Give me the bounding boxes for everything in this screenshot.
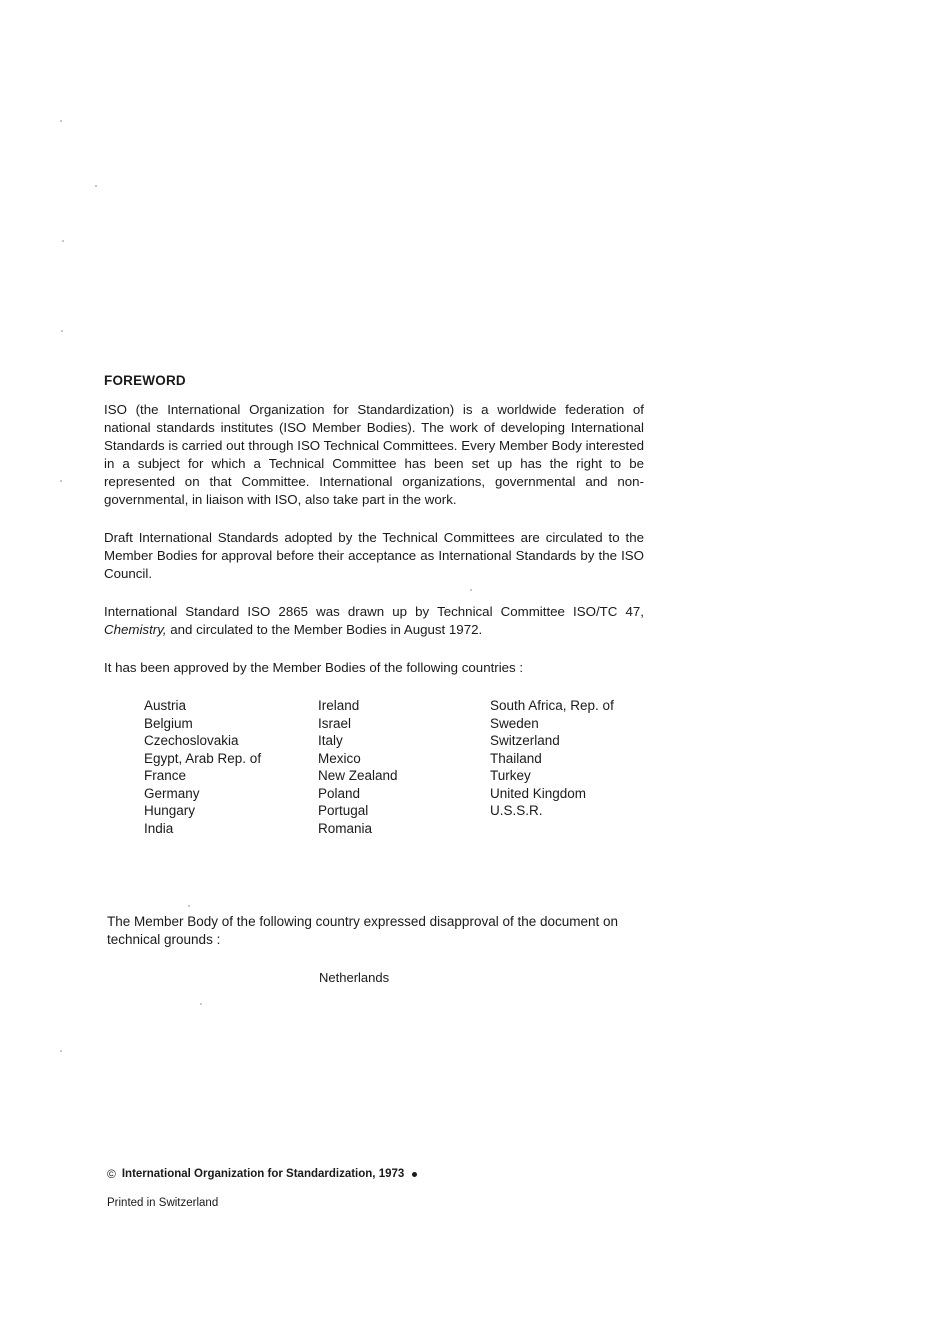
scan-speck	[60, 120, 62, 122]
scan-speck	[60, 1050, 62, 1052]
country-column-1	[144, 697, 318, 837]
country-item: France	[144, 768, 187, 783]
country-item: Austria	[144, 698, 187, 713]
foreword-heading: FOREWORD	[104, 373, 186, 388]
copyright-line	[107, 1167, 417, 1181]
country-item: Israel	[318, 715, 352, 731]
country-item: Portugal	[318, 803, 369, 818]
scan-speck	[61, 330, 63, 332]
bullet-icon	[412, 1172, 417, 1177]
country-item: India	[144, 820, 174, 836]
scan-speck	[95, 185, 97, 187]
disapproval-paragraph: The Member Body of the following country expressed disapproval of the document on technical grounds :	[107, 914, 619, 947]
country-item: Germany	[144, 785, 200, 801]
foreword-paragraph-approval: It has been approved by the Member Bodies of the following countries :	[104, 660, 524, 675]
disapproving-country: Netherlands	[319, 970, 390, 985]
scan-speck	[60, 480, 62, 482]
approving-countries-list	[144, 697, 660, 837]
country-item: Egypt, Arab Rep. of	[144, 750, 262, 766]
country-item: Czechoslovakia	[144, 733, 239, 748]
foreword-paragraph-standard	[104, 603, 644, 639]
scan-speck	[200, 1003, 202, 1005]
printed-in-note: Printed in Switzerland	[107, 1197, 219, 1209]
scan-speck	[62, 240, 64, 242]
country-item: Romania	[318, 820, 373, 836]
country-item: South Africa, Rep. of	[490, 698, 614, 713]
committee-name: Chemistry,	[104, 622, 167, 637]
country-item: U.S.S.R.	[490, 803, 543, 818]
country-item: New Zealand	[318, 768, 398, 783]
country-item: Ireland	[318, 698, 360, 713]
country-item: Belgium	[144, 715, 193, 731]
foreword-paragraph-drafts: Draft International Standards adopted by the Technical Committees are circulated to the Member Bodies for approval before their acceptance as International Standards by the ISO Council.	[104, 530, 644, 581]
country-item: Turkey	[490, 768, 531, 783]
foreword-paragraph-iso-intro: ISO (the International Organization for Standardization) is a worldwide federation of national standards institutes (ISO Member Bodies). The work of developing International Standards is carried out through ISO Technical Committees. Every Member Body interested in a subject for which a Technical Committee has been set up has the right to be represented on that Committee. International organizations, governmental and non-governmental, in liaison with ISO, also take part in the work.	[104, 402, 644, 507]
country-column-3	[490, 697, 660, 837]
country-item: Thailand	[490, 750, 542, 766]
country-item: Switzerland	[490, 733, 560, 748]
country-item: Sweden	[490, 715, 539, 731]
standard-text-start: International Standard ISO 2865 was drawn up by Technical Committee ISO/TC 47,	[104, 604, 644, 619]
copyright-text: International Organization for Standardization, 1973	[121, 1168, 405, 1180]
scan-speck	[188, 905, 190, 907]
country-item: United Kingdom	[490, 785, 587, 801]
country-item: Italy	[318, 733, 343, 748]
country-column-2	[318, 697, 490, 837]
scan-speck	[470, 589, 472, 591]
country-item: Hungary	[144, 803, 196, 818]
country-item: Poland	[318, 785, 361, 801]
country-item: Mexico	[318, 750, 361, 766]
standard-text-end: and circulated to the Member Bodies in August 1972.	[166, 622, 483, 637]
copyright-icon: ©	[107, 1167, 116, 1181]
